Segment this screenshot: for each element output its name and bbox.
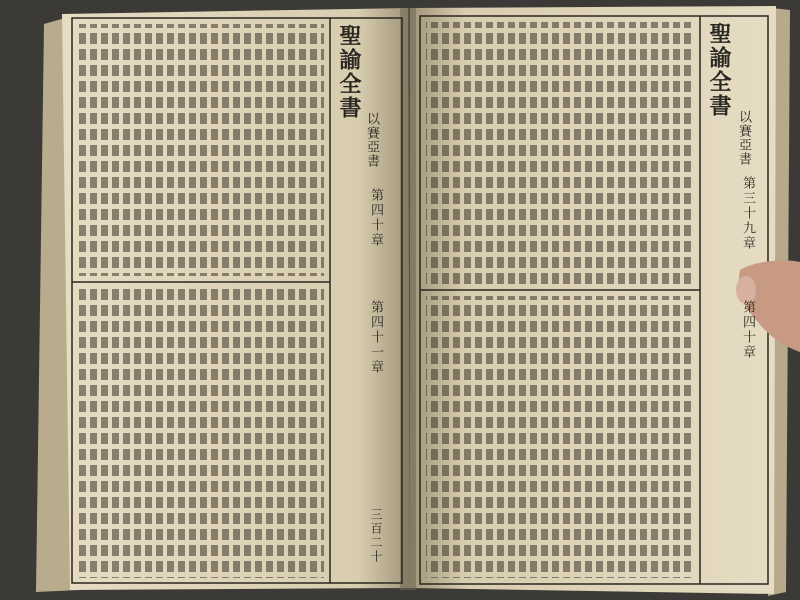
left-page-number: 三百二十 [369,508,383,564]
right-chapter-top: 第三十九章 [740,176,755,251]
left-upper-text-block [78,24,324,276]
left-book-subtitle: 以賽亞書 [364,112,379,168]
right-upper-text-block [426,22,694,284]
left-chapter-top: 第四十章 [368,188,383,248]
right-chapter-bottom: 第四十章 [740,300,755,360]
left-chapter-bottom: 第四十一章 [368,300,383,375]
right-running-title: 聖諭全書 [706,22,732,118]
left-running-title: 聖諭全書 [336,24,362,120]
right-lower-text-block [426,296,694,578]
right-book-subtitle: 以賽亞書 [736,110,751,166]
left-lower-text-block [78,288,324,578]
